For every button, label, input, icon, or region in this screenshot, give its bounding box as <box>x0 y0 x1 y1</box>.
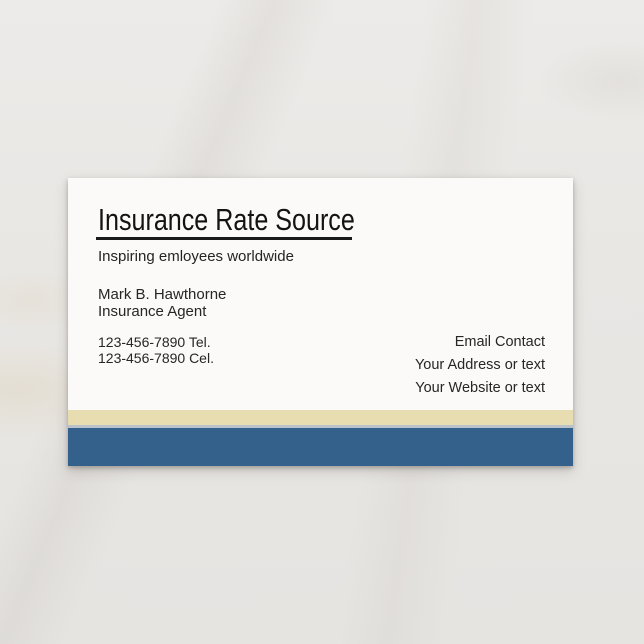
phone-block <box>98 334 214 366</box>
business-card <box>68 178 573 466</box>
contact-name: Mark B. Hawthorne <box>98 286 227 303</box>
phone-line-cel: 123-456-7890 Cel. <box>98 350 214 366</box>
address-line: Your Address or text <box>414 357 545 373</box>
person-block <box>98 286 226 320</box>
contact-right-block <box>415 331 545 400</box>
cream-stripe <box>68 410 573 425</box>
company-name: Insurance Rate Source <box>98 202 355 237</box>
contact-job-title: Insurance Agent <box>98 303 207 320</box>
tagline: Inspiring emloyees worldwide <box>98 248 294 265</box>
title-underline <box>96 237 352 240</box>
website-line: Your Website or text <box>415 380 545 396</box>
email-contact-line: Email Contact <box>454 334 545 350</box>
card-body <box>68 178 573 410</box>
phone-line-tel: 123-456-7890 Tel. <box>98 334 211 350</box>
blue-stripe <box>68 428 573 466</box>
